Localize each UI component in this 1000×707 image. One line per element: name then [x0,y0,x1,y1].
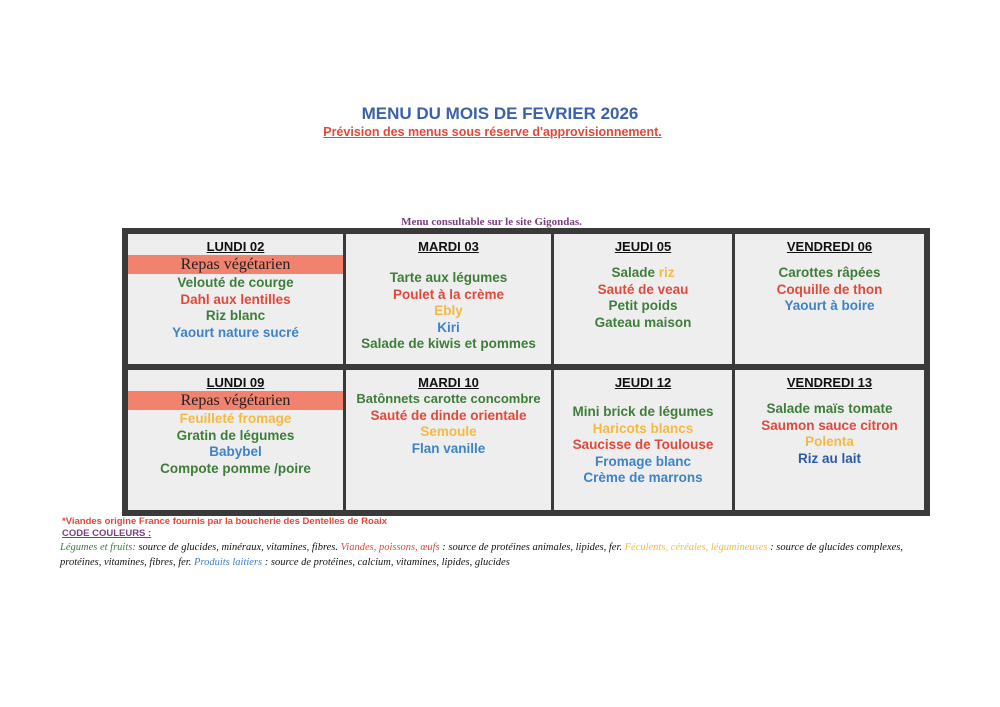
cell-lundi-02 [128,234,343,364]
menu-item: Dahl aux lentilles [180,291,291,307]
menu-item: Mini brick de légumes [572,404,714,419]
menu-item-part: riz [658,265,675,280]
vegetarian-banner: Repas végétarien [128,255,343,274]
menu-item: Fromage blanc [594,453,692,469]
vegetarian-banner: Repas végétarien [128,391,343,410]
day-header: JEUDI 12 [614,375,672,390]
color-code-title: CODE COULEURS : [62,528,152,539]
menu-item: Carottes râpées [778,265,881,280]
day-header: MARDI 10 [418,375,479,390]
day-header: MARDI 03 [418,239,479,254]
menu-item: Haricots blancs [592,420,694,436]
cell-mardi-03 [346,234,551,364]
menu-item: Sauté de veau [597,281,689,297]
menu-grid [122,228,930,516]
day-header: LUNDI 09 [206,375,265,390]
color-legend [60,540,940,570]
menu-item: Riz au lait [797,450,861,466]
day-header: JEUDI 05 [614,239,672,254]
legend-meat-label: Viandes, poissons, œufs [340,542,440,553]
menu-item: Kiri [437,319,460,335]
menu-item: Semoule [420,424,477,439]
page-title: MENU DU MOIS DE FEVRIER 2026 [361,104,639,123]
menu-item: Sauté de dinde orientale [370,407,527,423]
cell-jeudi-12 [554,370,732,510]
menu-item: Compote pomme /poire [160,460,311,476]
menu-item: Feuilleté fromage [179,411,292,426]
legend-starch-text: : source de glucides complexes, protéines, vitamines, fibres, fer. [60,542,903,568]
legend-veg-text: source de glucides, minéraux, vitamines, fibres. [135,542,341,553]
menu-item: Batônnets carotte concombre [356,391,541,406]
menu-item [554,265,732,282]
cell-vendredi-06 [735,234,924,364]
cell-vendredi-13 [735,370,924,510]
menu-item: Velouté de courge [177,275,294,290]
day-header: VENDREDI 13 [786,375,873,390]
menu-item: Yaourt nature sucré [172,324,299,340]
menu-item: Coquille de thon [776,281,883,297]
menu-item: Polenta [805,434,854,449]
legend-dairy-label: Produits laitiers [193,557,263,568]
day-header: VENDREDI 06 [786,239,873,254]
menu-item: Poulet à la crème [392,286,505,302]
menu-item: Tarte aux légumes [389,270,508,285]
menu-item: Riz blanc [205,308,266,323]
meat-origin-note: *Viandes origine France fournis par la boucherie des Dentelles de Roaix [62,516,388,527]
legend-starch-label: Féculents, céréales, légumineuses [624,542,768,553]
legend-veg-label: Légumes et fruits: [60,542,136,553]
menu-item: Saucisse de Toulouse [572,437,714,452]
menu-item: Salade de kiwis et pommes [361,336,536,351]
menu-item: Ebly [434,303,463,318]
menu-item: Flan vanille [411,440,486,456]
legend-meat-text: : source de protéines animales, lipides, fer. [439,542,625,553]
menu-item: Gratin de légumes [176,427,295,443]
day-header: LUNDI 02 [206,239,265,254]
consult-note: Menu consultable sur le site Gigondas. [401,216,582,228]
menu-item: Yaourt à boire [784,298,875,313]
menu-item: Babybel [209,444,262,459]
cell-mardi-10 [346,370,551,510]
menu-item: Petit poids [608,298,678,313]
cell-jeudi-05 [554,234,732,364]
menu-item: Saumon sauce citron [761,417,898,433]
cell-lundi-09 [128,370,343,510]
page-subtitle: Prévision des menus sous réserve d'approvisionnement. [323,125,662,139]
legend-dairy-text: : source de protéines, calcium, vitamines, lipides, glucides [262,557,510,568]
menu-item: Salade maïs tomate [766,401,893,416]
menu-item: Gateau maison [594,314,692,330]
menu-item-part: Salade [611,265,659,280]
menu-item: Crème de marrons [583,470,703,485]
